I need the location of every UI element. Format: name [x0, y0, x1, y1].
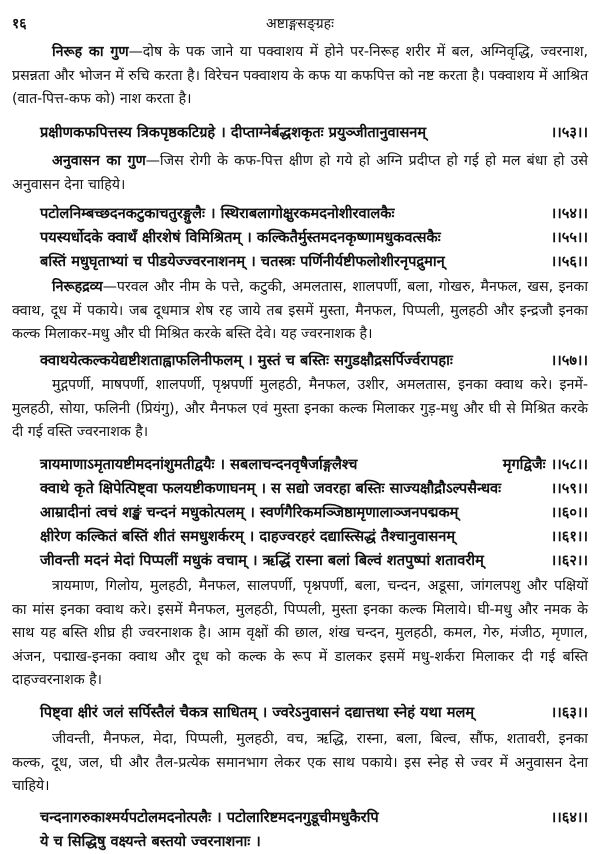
verse-number: ।।६१।। — [550, 528, 588, 545]
paragraph-line — [12, 88, 588, 112]
paragraph-text: अंजन, पद्माख-इनका क्वाथ और दूध को कल्क के रूप में डालकर इसमें मधु-शर्करा मिलाकर दी गई बस्ति — [12, 648, 588, 665]
verse-block — [40, 701, 588, 725]
verse-text: क्वाथे कृते क्षिपेत्पिष्ट्वा फलयष्टीकणाघनम् । स सद्यो जवरहा बस्तिः साज्यक्षौद्रौऽल्पसैन्धवः — [40, 480, 502, 497]
verse-line — [40, 121, 588, 145]
verse-text: पिष्ट्वा क्षीरं जलं सर्पिस्तैलं चैकत्र साधितम् । ज्वरेऽनुवासनं दद्यात्तथा स्नेहं यथा मलम् — [40, 704, 475, 721]
verse-text: जीवन्ती मदनं मेदां पिप्पलीं मधुकं वचाम् । ऋद्धिं रास्ना बलां बिल्वं शतपुष्पां शतावरीम् — [40, 552, 484, 569]
page-header — [0, 14, 600, 36]
paragraph-line — [12, 276, 588, 300]
paragraph-line — [12, 323, 588, 347]
paragraph-text: मुद्गपर्णी, माषपर्णी, शालपर्णी, पृश्नपर्णी मुलहठी, मैनफल, उशीर, अमलतास, इनका क्वाथ करे। इनमें- — [52, 377, 588, 393]
commentary-anuvasana-guna — [12, 150, 588, 197]
paragraph-line — [12, 599, 588, 623]
paragraph-text: —दोष के पक जाने या पक्वाशय में होने पर-निरूह शरीर में बल, अग्निवृद्धि, ज्वरनाश, — [128, 44, 588, 60]
verse-number: ।।५५।। — [550, 229, 588, 246]
verse-line — [40, 549, 588, 573]
paragraph-text: अनुवासन देना चाहिये। — [12, 176, 126, 193]
paragraph-line — [12, 669, 588, 693]
paragraph-text: प्रसन्नता और भोजन में रुचि करता है। विरेचन पक्वाशय के कफ या कफपित्त को नष्ट करता है। पक्वाशय में आश्रित — [12, 67, 589, 84]
paragraph-line — [12, 150, 588, 174]
paragraph-text: साथ यह बस्ति शीघ्र ही ज्वरनाशक है। आम वृक्षों की छाल, शंख चन्दन, मुलहठी, कमल, गेरु, मंजीठ, मृणाल, — [12, 625, 588, 641]
verse-text: पटोलनिम्बच्छदनकटुकाचतुरङ्गुलैः । स्थिराबलागोक्षुरकमदनोशीरवालकैः — [40, 205, 395, 222]
verse-line — [40, 453, 588, 477]
verse-block — [40, 806, 588, 854]
paragraph-text: जीवन्ती, मैनफल, मेदा, पिप्पली, मुलहठी, वच, ऋद्धि, रास्ना, बला, बिल्व, सौंफ, शतावरी, इनका — [52, 731, 588, 747]
paragraph-text: चाहिये। — [12, 778, 50, 794]
verse-line — [40, 226, 588, 250]
paragraph-line — [12, 174, 588, 198]
paragraph-line — [12, 575, 588, 599]
verse-text: ये च सिद्धिषु वक्ष्यन्ते बस्तयो ज्वरनाशनाः । — [40, 833, 261, 850]
paragraph-text: त्रायमाण, गिलोय, मुलहठी, मैनफल, सालपर्णी, पृश्नपर्णी, बला, चन्दन, अडूसा, जांगलपशु और पक्षियों — [52, 578, 588, 594]
paragraph-line — [12, 775, 588, 799]
paragraph-text: —जिस रोगी के कफ-पित्त क्षीण हो गये हो अग्नि प्रदीप्त हो गई हो मल बंधा हो उसे — [145, 153, 589, 169]
paragraph-line — [12, 752, 588, 776]
verse-line — [40, 701, 588, 725]
verse-text: आम्रादीनां त्वचं शङ्खं चन्दनं मधुकोत्पलम् । स्वर्णगैरिकमञ्जिष्ठामृणालाञ्जनपद्मकम् — [40, 504, 459, 521]
page-number: १६ — [12, 16, 27, 32]
commentary-paragraph — [12, 575, 588, 693]
verse-text: त्रायमाणाऽमृतायष्टीमदनांशुमतीद्वयैः । सबलाचन्दनवृषैर्जाङ्गलैश्च — [40, 456, 358, 473]
paragraph-heading: अनुवासन का गुण — [52, 153, 146, 169]
verse-number: ।।६३।। — [550, 704, 588, 721]
commentary-paragraph — [12, 374, 588, 445]
verse-line — [40, 830, 588, 854]
paragraph-text: कल्क, दूध, जल, घी और तैल-प्रत्येक समानभाग लेकर एक साथ पकाये। इस स्नेह से ज्वर में अनुवासन देना — [12, 754, 588, 771]
paragraph-heading: निरूह का गुण — [52, 44, 129, 60]
paragraph-text: क्वाथ, दूध में पकाये। जब दूधमात्र शेष रह जाये तब इसमें मुस्ता, मैनफल, पिप्पली, मुलहठी और इन्द्रजौ इनका — [12, 302, 588, 319]
verse-number: ।।५९।। — [550, 480, 588, 497]
commentary-paragraph — [12, 728, 588, 799]
verse-line — [40, 349, 588, 373]
verse-block — [40, 121, 588, 145]
paragraph-text: —परवल और नीम के पत्ते, कटुकी, अमलतास, शालपर्णी, बला, गोखरु, मैनफल, खस, इनका — [102, 279, 588, 295]
paragraph-line — [12, 646, 588, 670]
verse-text: क्षीरेण कल्कितं बस्तिं शीतं समधुशर्करम् । दाहज्वरहरं दद्यास्त्सिद्धं तैश्चानुवासनम् — [40, 528, 456, 545]
verse-number: मृगद्विजैः ।।५८।। — [502, 456, 588, 473]
commentary-niruha-guna — [12, 41, 588, 112]
verse-line — [40, 477, 588, 501]
verse-line — [40, 525, 588, 549]
verse-line — [40, 501, 588, 525]
verse-number: ।।६०।। — [550, 504, 588, 521]
paragraph-text: का मांस इनका क्वाथ करे। इसमें मैनफल, मुलहठी, पिप्पली, मुस्ता इनका कल्क मिलाये। घी-मधु और नमक के — [12, 601, 588, 618]
verse-block — [40, 349, 588, 373]
paragraph-text: मुलहठी, सोया, फलिनी (प्रियंगु), और मैनफल एवं मुस्ता इनका कल्क मिलाकर गुड़-मधु और घी से मिश्रित करके — [12, 400, 588, 417]
paragraph-line — [12, 728, 588, 752]
paragraph-line — [12, 421, 588, 445]
paragraph-line — [12, 374, 588, 398]
paragraph-line — [12, 398, 588, 422]
verse-number: ।।५७।। — [550, 352, 588, 369]
verse-block — [40, 453, 588, 573]
verse-line — [40, 250, 588, 274]
verse-line — [40, 806, 588, 830]
commentary-niruha-dravya — [12, 276, 588, 347]
paragraph-line — [12, 300, 588, 324]
verse-text: प्रक्षीणकफपित्तस्य त्रिकपृष्ठकटिग्रहे । दीप्ताग्नेर्बद्धशकृतः प्रयुञ्जीतानुवासनम् — [40, 124, 427, 141]
verse-number: ।।५३।। — [550, 124, 588, 141]
verse-text: क्वाथयेत्कल्कयेद्यष्टीशताह्वाफलिनीफलम् । मुस्तं च बस्तिः सगुडक्षौद्रसर्पिर्ज्वरापहाः — [40, 352, 453, 369]
verse-text: बस्तिं मधुघृताभ्यां च पीडयेज्ज्वरनाशनम् । चतस्त्रः पर्णिनीर्यष्टीफलोशीरनृपद्रुमान् — [40, 253, 445, 270]
paragraph-heading: निरूहद्रव्य — [52, 279, 103, 295]
paragraph-text: कल्क मिलाकर-मधु और घी मिश्रित करके बस्ति देवे। यह ज्वरनाशक है। — [12, 326, 373, 342]
verse-number: ।।६४।। — [550, 809, 588, 826]
verse-block — [40, 202, 588, 274]
paragraph-text: (वात-पित्त-कफ को) नाश करता है। — [12, 91, 192, 107]
paragraph-line — [12, 65, 588, 89]
running-title: अष्टाङ्गसङ्ग्रहः — [266, 16, 334, 32]
verse-number: ।।५४।। — [550, 205, 588, 222]
verse-line — [40, 202, 588, 226]
paragraph-line — [12, 41, 588, 65]
verse-number: ।।६२।। — [550, 552, 588, 569]
paragraph-text: दाहज्वरनाशक है। — [12, 672, 103, 688]
verse-text: चन्दनागरुकाश्मर्यपटोलमदनोत्पलैः । पटोलारिष्टमदनगुडूचीमधुकैरपि — [40, 809, 379, 826]
verse-text: पयस्यर्धोदके क्वाथँ क्षीरशेषं विमिश्रितम् । कल्कितैर्मुस्तमदनकृष्णामधुकवत्सकैः — [40, 229, 441, 246]
paragraph-text: दी गई वस्ति ज्वरनाशक है। — [12, 424, 149, 440]
verse-number: ।।५६।। — [550, 253, 588, 270]
paragraph-line — [12, 622, 588, 646]
